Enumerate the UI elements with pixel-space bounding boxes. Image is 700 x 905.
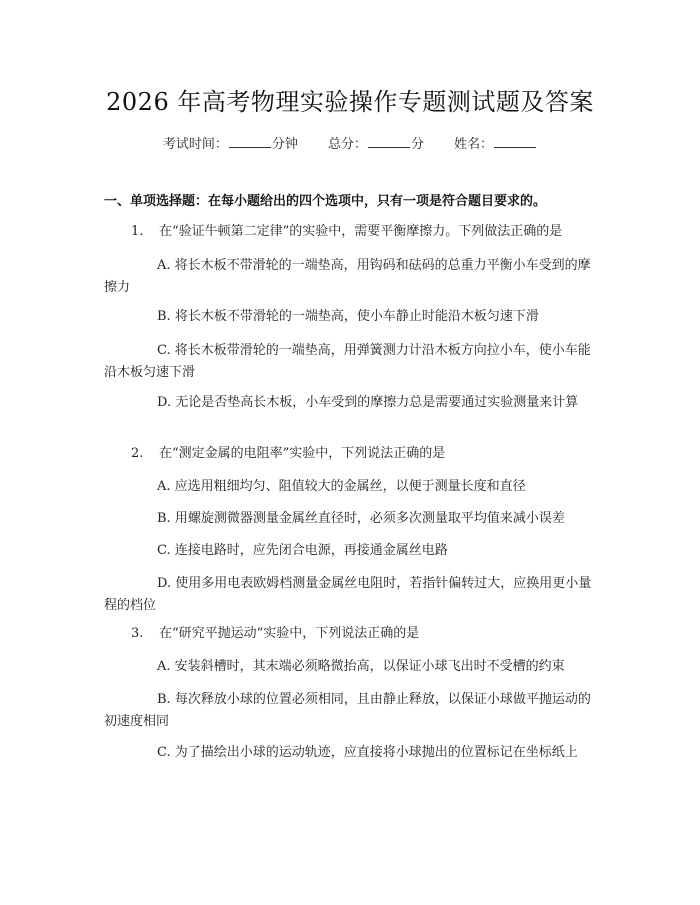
- question-number: 2.: [131, 446, 144, 461]
- question-1-option-c: C. 将长木板带滑轮的一端垫高，用弹簧测力计沿木板方向拉小车，使小车能沿木板匀速下滑: [104, 343, 591, 380]
- score-label: 总分：: [327, 137, 367, 152]
- score-unit: 分: [411, 137, 425, 152]
- score-field: [328, 137, 428, 152]
- question-1-option-a: A. 将长木板不带滑轮的一端垫高，用钩码和砝码的总重力平衡小车受到的摩擦力: [104, 258, 591, 295]
- score-blank: [368, 136, 410, 148]
- time-blank: [229, 136, 271, 148]
- question-3-option-a: A. 安装斜槽时，其末端必须略微抬高，以保证小球飞出时不受槽的约束: [157, 659, 565, 674]
- question-1-option-b: B. 将长木板不带滑轮的一端垫高，使小车静止时能沿木板匀速下滑: [157, 309, 539, 324]
- question-3-option-b: B. 每次释放小球的位置必须相同，且由静止释放，以保证小球做平抛运动的初速度相同: [104, 692, 591, 729]
- question-2-option-d: D. 使用多用电表欧姆档测量金属丝电阻时，若指针偏转过大，应换用更小量程的档位: [104, 576, 592, 613]
- question-number: 1.: [131, 224, 144, 239]
- question-text: 在“测定金属的电阻率”实验中，下列说法正确的是: [159, 446, 446, 461]
- question-1-option-d: D. 无论是否垫高长木板，小车受到的摩擦力总是需要通过实验测量来计算: [157, 395, 579, 410]
- question-text: 在“验证牛顿第二定律”的实验中，需要平衡摩擦力。下列做法正确的是: [159, 224, 563, 239]
- time-label: 考试时间：: [162, 137, 228, 152]
- exam-meta: [0, 133, 700, 152]
- time-unit: 分钟: [271, 137, 298, 152]
- question-text: 在“研究平抛运动”实验中，下列说法正确的是: [159, 626, 420, 641]
- question-2-option-c: C. 连接电路时，应先闭合电源，再接通金属丝电路: [157, 543, 448, 558]
- question-3-stem: [104, 623, 604, 644]
- question-2-option-a: A. 应选用粗细均匀、阻值较大的金属丝，以便于测量长度和直径: [157, 479, 526, 494]
- name-label: 姓名：: [454, 137, 494, 152]
- question-3-option-c: C. 为了描绘出小球的运动轨迹，应直接将小球抛出的位置标记在坐标纸上: [157, 745, 578, 760]
- name-field: [454, 137, 537, 152]
- section-heading: 一、单项选择题：在每小题给出的四个选项中，只有一项是符合题目要求的。: [104, 194, 547, 209]
- page-title: 2026 年高考物理实验操作专题测试题及答案: [106, 88, 594, 116]
- question-number: 3.: [131, 626, 144, 641]
- name-blank: [494, 136, 536, 148]
- question-1-stem: [104, 221, 604, 242]
- question-2-stem: [104, 443, 604, 464]
- exam-time-field: [163, 137, 302, 152]
- question-2-option-b: B. 用螺旋测微器测量金属丝直径时，必须多次测量取平均值来减小误差: [157, 511, 565, 526]
